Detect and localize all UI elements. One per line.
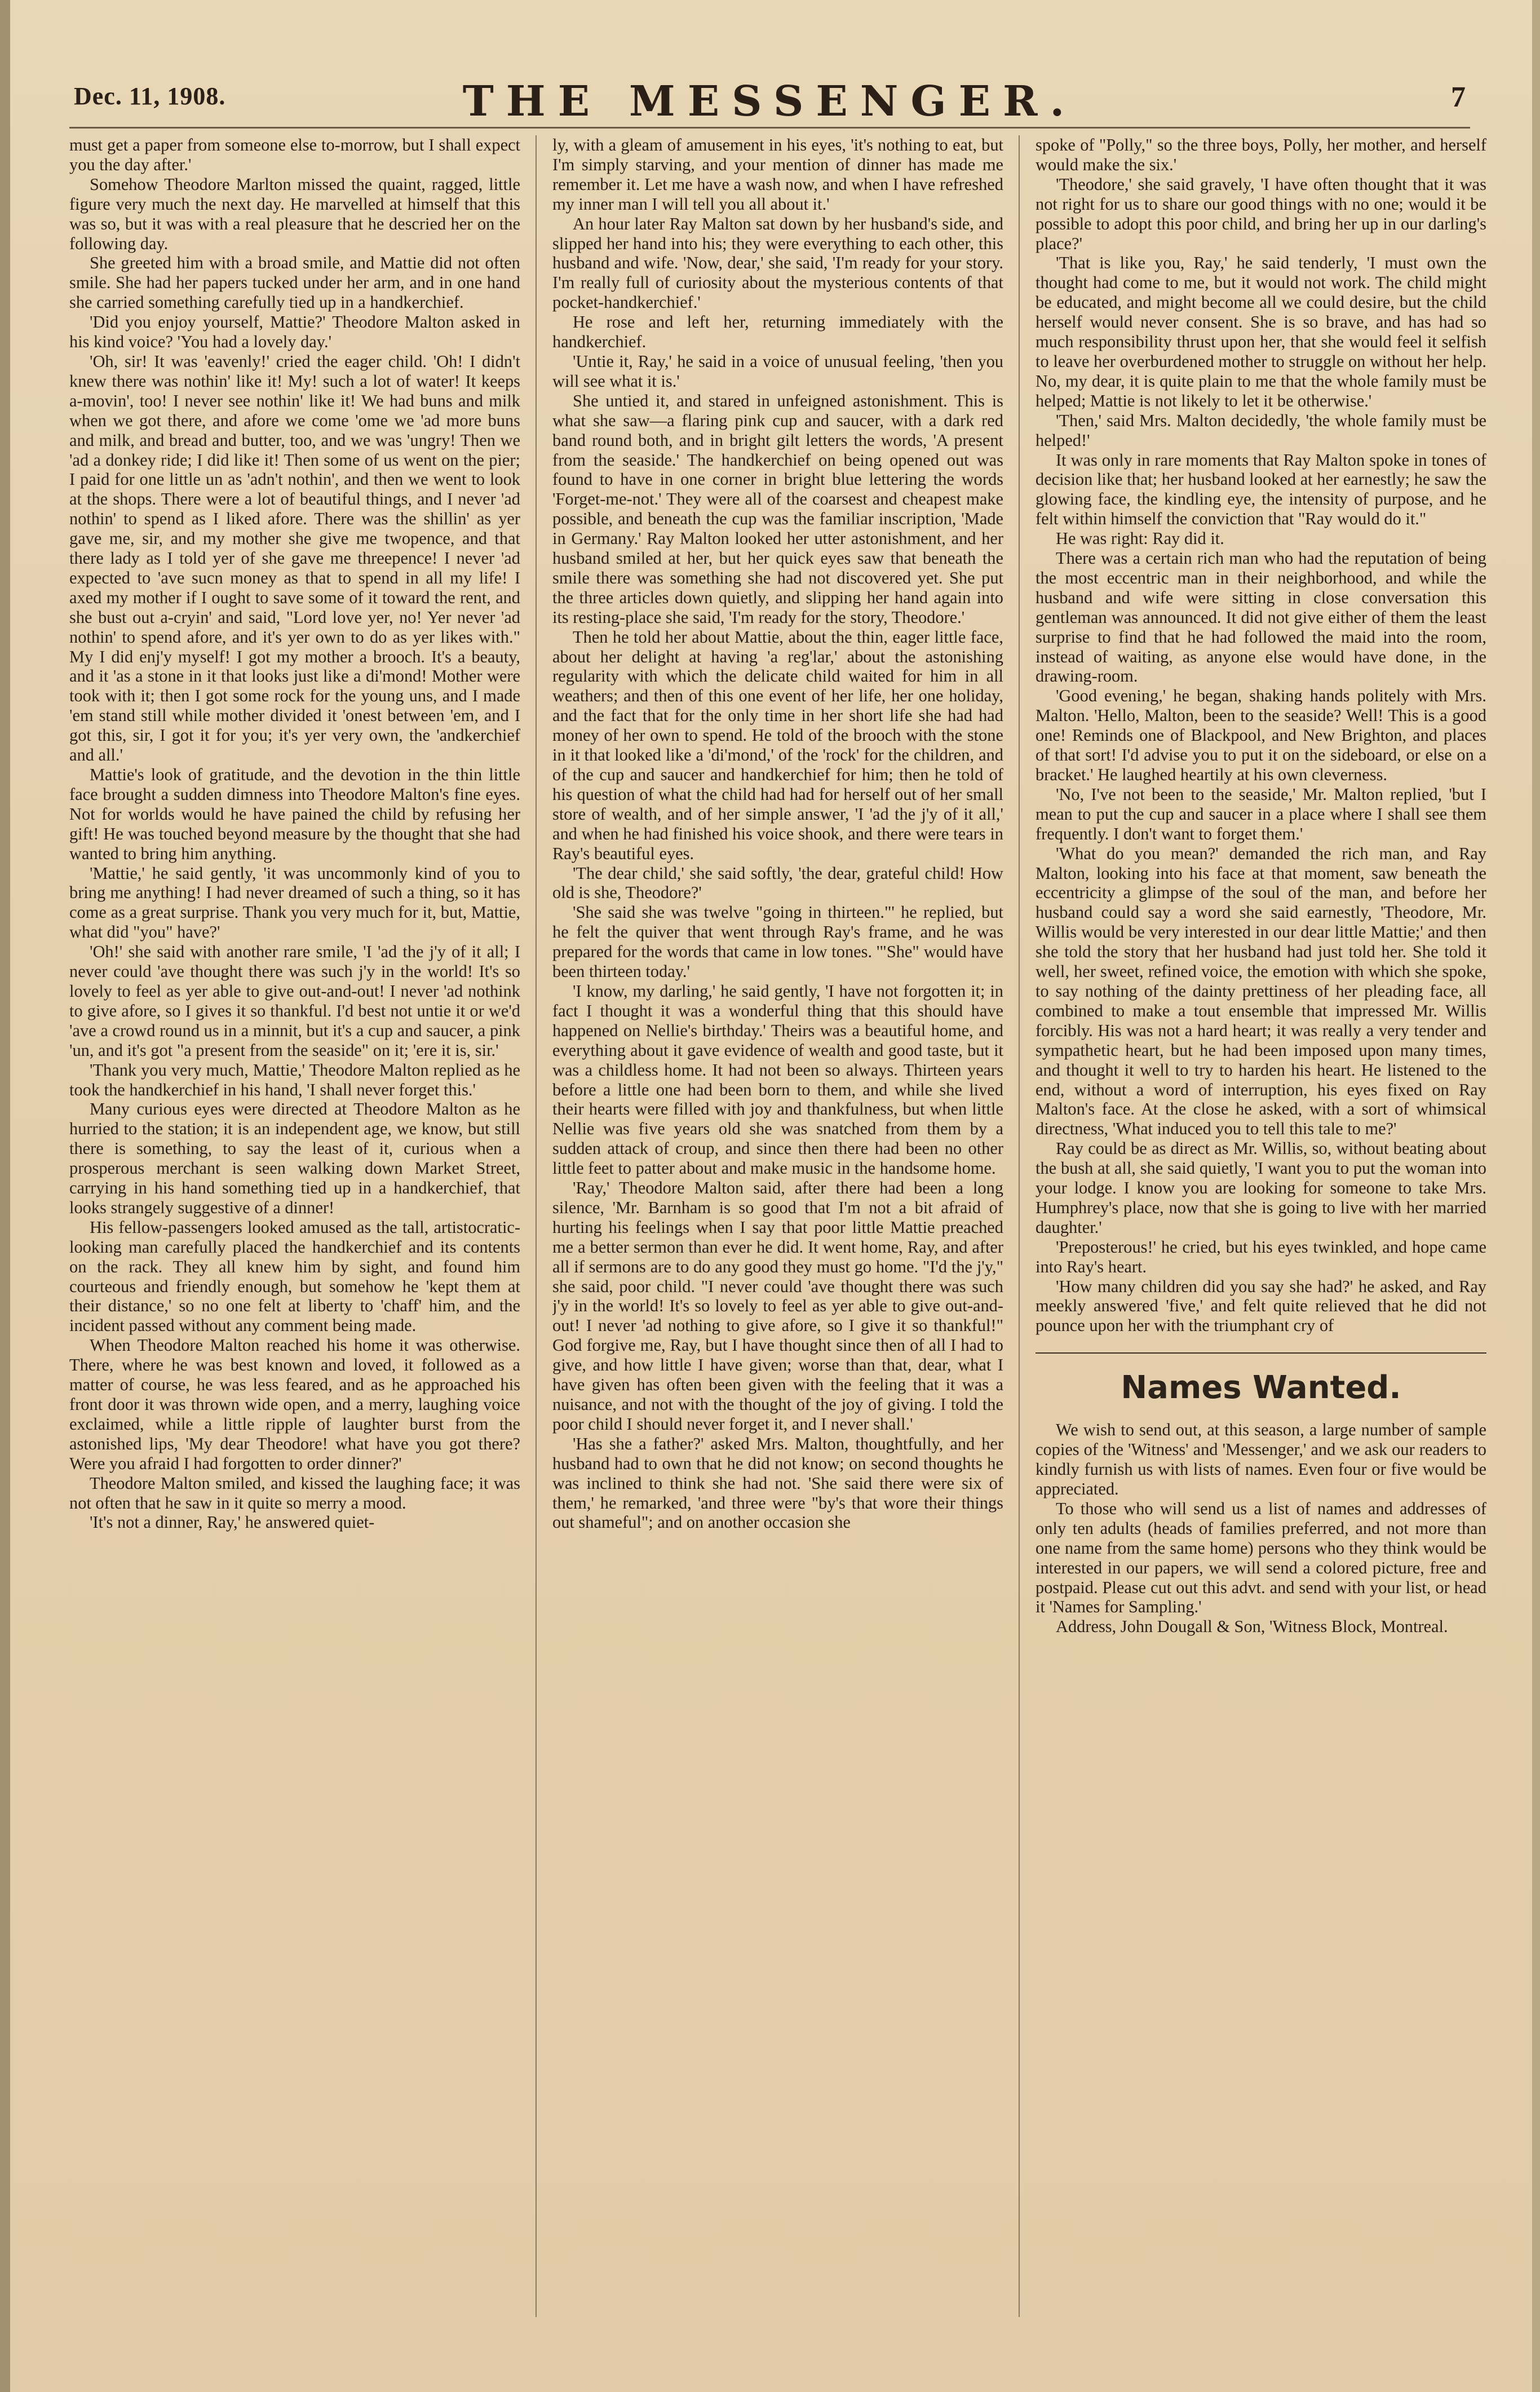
paragraph: 'Then,' said Mrs. Malton decidedly, 'the whole family must be helped!' <box>1035 410 1486 450</box>
masthead <box>69 76 1470 129</box>
paragraph: Mattie's look of gratitude, and the devotion in the thin little face brought a sudden dimness into Theodore Malton's fine eyes. Not for worlds would he have pained the child by refusing her gift! He was touched beyond measure by the thought that she had wanted to bring him anything. <box>69 765 520 863</box>
paragraph: 'Oh, sir! It was 'eavenly!' cried the eager child. 'Oh! I didn't knew there was nothin' like it! My! such a lot of water! It keeps a-movin', too! I never see nothin' like it! We had buns and milk when we got there, and afore we come 'ome we 'ad more buns and milk, and bread and butter, too, and we was 'ungry! Then we 'ad a donkey ride; I did like it! Then some of us went on the pier; I paid for one little un as 'adn't nothin', and then we went to look at the shops. There were a lot of beautiful things, and I never 'ad nothin' to spend as I liked afore. There was the shillin' as yer gave me, sir, and my mother she give me twopence, and that there lady as I told yer of she gave me threepence! I never 'ad expected to 'ave sucn money as that to spend in all my life! I axed my mother if I ought to save some of it toward the rent, and she bust out a-cryin' and said, "Lord love yer, no! Yer never 'ad nothin' to spend afore, and it's yer own to do as yer likes with." My I did enj'y myself! I got my mother a brooch. It's a beauty, and it 'as a stone in it that looks just like a di'mond! Mother were took with it; then I got some rock for the young uns, and I made 'em stand still while mother divided it 'onest between 'em, and I got this, sir, I got it for you; it's yer very own, the 'andkerchief and all.' <box>69 351 520 765</box>
paragraph: 'No, I've not been to the seaside,' Mr. Malton replied, 'but I mean to put the cup and saucer in a place where I shall see them frequently. I don't want to forget them.' <box>1035 784 1486 843</box>
paragraph: When Theodore Malton reached his home it was otherwise. There, where he was best known and loved, it followed as a matter of course, he was less feared, and as he approached his front door it was thrown wide open, and a merry, laughing voice exclaimed, while a little ripple of laughter burst from the astonished lips, 'My dear Theodore! what have you got there? Were you afraid I had forgotten to order dinner?' <box>69 1336 520 1473</box>
paragraph: 'The dear child,' she said softly, 'the dear, grateful child! How old is she, Theodore?' <box>552 863 1003 903</box>
paragraph: 'Oh!' she said with another rare smile, 'I 'ad the j'y of it all; I never could 'ave thought there was such j'y in the world! It's so lovely to feel as yer able to give out-and-out! I never 'ad nothink to give afore, so I gives it so thankful. I'd best not untie it or we'd 'ave a crowd round us in a minnit, but it's a cup and saucer, a pink 'un, and it's got "a present from the seaside" on it; 'ere it is, sir.' <box>69 942 520 1060</box>
paragraph: 'She said she was twelve "going in thirteen."' he replied, but he felt the quiver that went through Ray's frame, and he was prepared for the words that came in low tones. '"She" would have been thirteen today.' <box>552 903 1003 981</box>
paragraph: His fellow-passengers looked amused as the tall, artistocratic-looking man carefully placed the handkerchief and its contents on the rack. They all knew him by sight, and found him courteous and friendly enough, but somehow he 'kept them at their distance,' so no one felt at liberty to 'chaff' him, and the incident passed without any comment being made. <box>69 1217 520 1336</box>
column-rule <box>1019 135 1020 2317</box>
paragraph: She untied it, and stared in unfeigned astonishment. This is what she saw—a flaring pink cup and saucer, with a dark red band round both, and in bright gilt letters the words, 'A present from the seaside.' The handkerchief on being opened out was found to have in one corner in bright blue lettering the words 'Forget-me-not.' They were all of the coarsest and cheapest make possible, and beneath the cup was the familiar inscription, 'Made in Germany.' Ray Malton looked her utter astonishment, and her husband smiled at her, but her quick eyes saw that beneath the smile there was something she had not discovered yet. She put the three articles down quietly, and slipping her hand again into its resting-place she said, 'I'm ready for the story, Theodore.' <box>552 391 1003 627</box>
column-3 <box>1035 135 1486 2317</box>
paragraph: 'Thank you very much, Mattie,' Theodore Malton replied as he took the handkerchief in his hand, 'I shall never forget this.' <box>69 1060 520 1099</box>
paragraph: 'How many children did you say she had?' he asked, and Ray meekly answered 'five,' and felt quite relieved that he did not pounce upon her with the triumphant cry of <box>1035 1276 1486 1336</box>
names-wanted-title: Names Wanted. <box>1121 1369 1401 1407</box>
paragraph: Somehow Theodore Marlton missed the quaint, ragged, little figure very much the next day. He marvelled at himself that this was so, but it was with a real pleasure that he descried her on the following day. <box>69 174 520 253</box>
issue-date: Dec. 11, 1908. <box>74 82 226 110</box>
paragraph: An hour later Ray Malton sat down by her husband's side, and slipped her hand into his; they were everything to each other, this husband and wife. 'Now, dear,' she said, 'I'm ready for your story. I'm really full of curiosity about the mysterious contents of that pocket-handkerchief.' <box>552 214 1003 312</box>
newspaper-title: THE MESSENGER. <box>462 77 1077 126</box>
paragraph: 'Has she a father?' asked Mrs. Malton, thoughtfully, and her husband had to own that he did not know; on second thoughts he was inclined to think she had not. 'She said there were six of them,' he remarked, 'and three were "by's that wore their things out shameful"; and on another occasion she <box>552 1434 1003 1532</box>
paragraph: There was a certain rich man who had the reputation of being the most eccentric man in their neighborhood, and while the husband and wife were sitting in close conversation this gentleman was announced. It did not give either of them the least surprise to find that he had followed the maid into the room, instead of waiting, as anyone else would have done, in the drawing-room. <box>1035 549 1486 686</box>
article-columns <box>69 135 1486 2317</box>
paragraph: 'Did you enjoy yourself, Mattie?' Theodore Malton asked in his kind voice? 'You had a lovely day.' <box>69 312 520 352</box>
paragraph: spoke of "Polly," so the three boys, Polly, her mother, and herself would make the six.' <box>1035 135 1486 174</box>
paragraph: 'Untie it, Ray,' he said in a voice of unusual feeling, 'then you will see what it is.' <box>552 351 1003 391</box>
names-wanted-paragraph: To those who will send us a list of names and addresses of only ten adults (heads of families preferred, and not more than one name from the same home) persons who they think would be interested in our papers, we will send a colored picture, free and postpaid. Please cut out this advt. and send with your list, or head it 'Names for Sampling.' <box>1035 1498 1486 1617</box>
paragraph: 'Good evening,' he began, shaking hands politely with Mrs. Malton. 'Hello, Malton, been to the seaside? Well! This is a good one! Reminds one of Blackpool, and New Brighton, and places of that sort! I'd advise you to put it on the sideboard, or else on a bracket.' He laughed heartily at his own cleverness. <box>1035 686 1486 784</box>
paragraph: 'Theodore,' she said gravely, 'I have often thought that it was not right for us to share our good things with no one; would it be possible to adopt this poor child, and bring her up in our darling's place?' <box>1035 174 1486 253</box>
paragraph: 'Preposterous!' he cried, but his eyes twinkled, and hope came into Ray's heart. <box>1035 1237 1486 1276</box>
paragraph: 'Ray,' Theodore Malton said, after there had been a long silence, 'Mr. Barnham is so good that I'm not a bit afraid of hurting his feelings when I say that poor little Mattie preached me a better sermon than ever he did. It went home, Ray, and after all if sermons are to do any good they must go home. "I'd the j'y," she said, poor child. "I never could 'ave thought there was such j'y in the world! It's so lovely to feel as yer able to give out-and-out! I never 'ad nothing to give afore, so I give it so thankful!" God forgive me, Ray, but I have thought since then of all I had to give, and how little I have given; worse than that, dear, what I have given has often been given with the feeling that it was a nuisance, and not with the thought of the joy of giving. I told the poor child I should never forget it, and I never shall.' <box>552 1178 1003 1434</box>
column-1 <box>69 135 520 2317</box>
paragraph: Theodore Malton smiled, and kissed the laughing face; it was not often that he saw in it quite so merry a mood. <box>69 1473 520 1513</box>
names-wanted-paragraph: We wish to send out, at this season, a large number of sample copies of the 'Witness' and 'Messenger,' and we ask our readers to kindly furnish us with lists of names. Even four or five would be appreciated. <box>1035 1420 1486 1498</box>
section-divider <box>1035 1352 1486 1354</box>
paragraph: 'Mattie,' he said gently, 'it was uncommonly kind of you to bring me anything! I had never dreamed of such a thing, so it has come as a great surprise. Thank you very much for it, but, Mattie, what did "you" have?' <box>69 863 520 942</box>
page-number: 7 <box>1451 81 1466 113</box>
names-wanted-address: Address, John Dougall & Son, 'Witness Block, Montreal. <box>1056 1617 1448 1637</box>
paragraph: Ray could be as direct as Mr. Willis, so, without beating about the bush at all, she said quietly, 'I want you to put the woman into your lodge. I know you are looking for someone to take Mrs. Humphrey's place, now that she is going to live with her married daughter.' <box>1035 1139 1486 1237</box>
paragraph: He rose and left her, returning immediately with the handkerchief. <box>552 312 1003 352</box>
paragraph: She greeted him with a broad smile, and Mattie did not often smile. She had her papers tucked under her arm, and in one hand she carried something carefully tied up in a handkerchief. <box>69 253 520 312</box>
paragraph: He was right: Ray did it. <box>1056 529 1224 549</box>
paragraph: 'I know, my darling,' he said gently, 'I have not forgotten it; in fact I thought it was a wonderful thing that this should have happened on Nellie's birthday.' Theirs was a beautiful home, and everything about it gave evidence of wealth and good taste, but it was a childless home. It had not been so always. Thirteen years before a little one had been born to them, and while she lived their hearts were filled with joy and thankfulness, but when little Nellie was five years old she was snatched from them by a sudden attack of croup, and since then there had been no other little feet to patter about and make music in the handsome home. <box>552 981 1003 1178</box>
paragraph: Many curious eyes were directed at Theodore Malton as he hurried to the station; it is an independent age, we know, but still there is something, to say the least of it, curious when a prosperous merchant is seen walking down Market Street, carrying in his hand something tied up in a handkerchief, that looks strangely suggestive of a dinner! <box>69 1099 520 1217</box>
paragraph: 'It's not a dinner, Ray,' he answered quiet- <box>90 1513 375 1532</box>
column-rule <box>536 135 537 2317</box>
paragraph: 'What do you mean?' demanded the rich man, and Ray Malton, looking into his face at that moment, saw beneath the eccentricity a glimpse of the soul of the man, and before her husband could say a word she said earnestly, 'Theodore, Mr. Willis would be very interested in our dear little Mattie;' and then she told the story that her husband had just told her. She told it well, her sweet, refined voice, the emotion with which she spoke, to say nothing of the dainty prettiness of her pleading face, all combined to make a tout ensemble that impressed Mr. Willis forcibly. His was not a hard heart; it was really a very tender and sympathetic heart, but he had been imposed upon many times, and thought it well to try to harden his heart. He listened to the end, without a word of interruption, his eyes fixed on Ray Malton's face. At the close he asked, with a sort of whimsical directness, 'What induced you to tell this tale to me?' <box>1035 843 1486 1139</box>
paragraph: must get a paper from someone else to-morrow, but I shall expect you the day after.' <box>69 135 520 174</box>
paragraph: ly, with a gleam of amusement in his eyes, 'it's nothing to eat, but I'm simply starving, and your mention of dinner has made me remember it. Let me have a wash now, and when I have refreshed my inner man I will tell you all about it.' <box>552 135 1003 214</box>
paragraph: It was only in rare moments that Ray Malton spoke in tones of decision like that; her husband looked at her earnestly; he saw the glowing face, the kindling eye, the intensity of purpose, and he felt within himself the conviction that "Ray would do it." <box>1035 450 1486 529</box>
paragraph: Then he told her about Mattie, about the thin, eager little face, about her delight at having 'a reg'lar,' about the astonishing regularity with which the delicate child waited for him in all weathers; and then of this one event of her life, her one holiday, and the fact that for the only time in her short life she had had money of her own to spend. He told of the brooch with the stone in it that looked like a 'di'mond,' of the 'rock' for the children, and of the cup and saucer and handkerchief for him; then he told of his question of what the child had had for herself out of her small store of wealth, and of her simple answer, 'I 'ad the j'y of it all,' and when he had finished his voice shook, and there were tears in Ray's beautiful eyes. <box>552 627 1003 863</box>
column-2 <box>552 135 1003 2317</box>
paragraph: 'That is like you, Ray,' he said tenderly, 'I must own the thought had come to me, but it would not work. The child might be educated, and might become all we could desire, but the child herself would never consent. She is so brave, and has had so much responsibility thrust upon her, that she would feel it selfish to leave her overburdened mother to struggle on without her help. No, my dear, it is quite plain to me that the whole family must be helped; Mattie is not likely to let it be otherwise.' <box>1035 253 1486 410</box>
